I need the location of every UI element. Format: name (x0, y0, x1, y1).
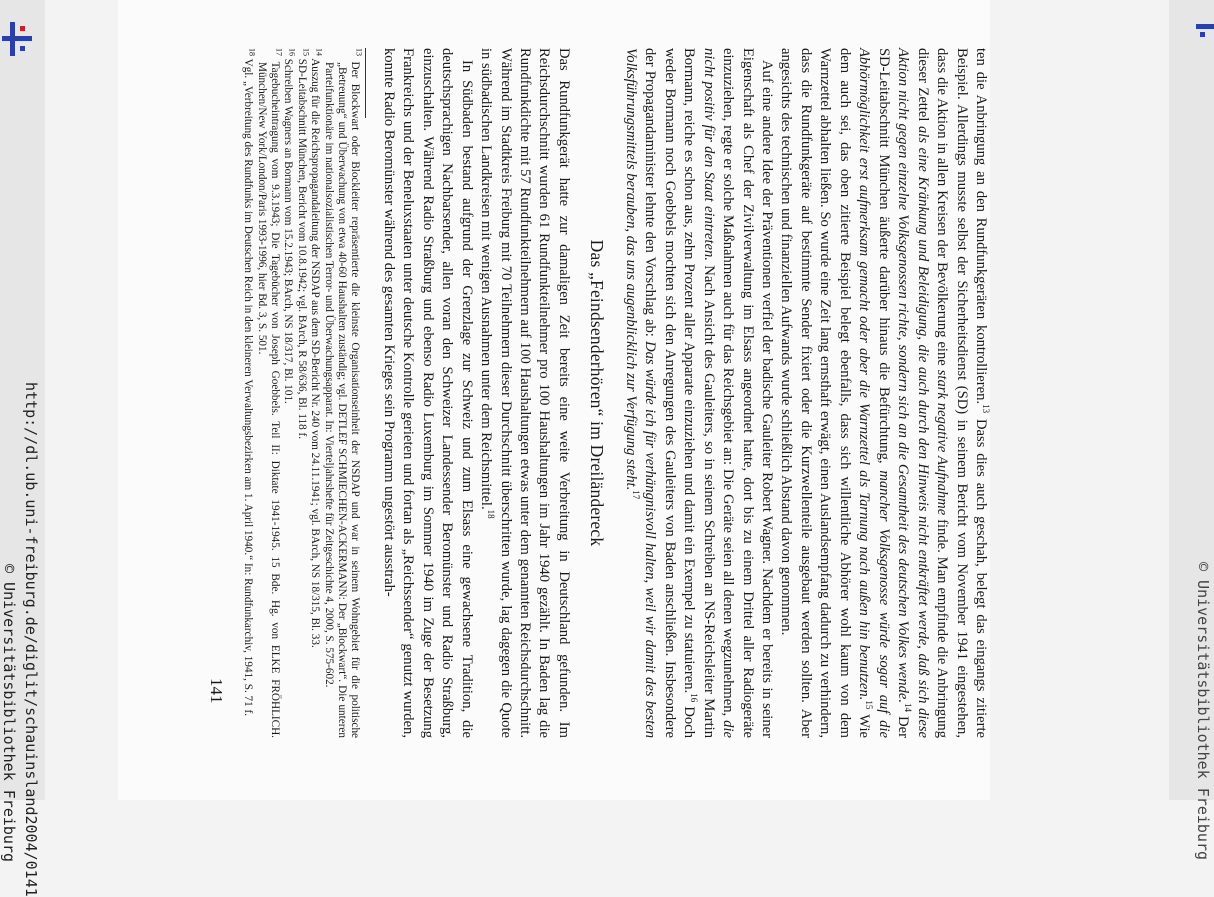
third-paragraph: Das Rundfunkgerät hatte zur damaligen Zeit bereits eine weite Verbreitung in Deutschland gefunden. Im Reichsdurchschnitt wurden 61 Rundfunkteilnehmer pro 100 Haushaltungen im Jahr 1940 gezählt. In Baden lag die Rundfunkdichte mit 57 Rundfunkteilnehmern auf 100 Haushaltungen etwas unter dem genannten Reichsdurchschnitt. Während im Stadtkreis Freiburg mit 70 Teilnehmern dieser Durchschnitt überschritten wurde, lag dagegen die Quote in südbadischen Landkreisen mit wenigen Ausnahmen unter dem Reichsmittel.$^{18}$ (478, 48, 572, 738)
second-paragraph: Auf eine andere Idee der Präventionen verfiel der badische Gauleiter Robert Wagner. Nachdem er bereits in seiner Eigenschaft als Chef der Zivilverwaltung im Elsass angeordnet hatte, dort bis zu einem Drittel aller Radiogeräte einzuziehen, regte er solche Maßnahmen auch für das Reichsgebiet an: Die Geräte seien all denen wegzunehmen, die nicht positiv für den Staat eintreten. Nach Ansicht des Gauleiters, so in seinem Schreiben an NS-Reichsleiter Martin Bormann, reiche es schon aus, zehn Prozent aller Apparate einzuziehen und damit ein Exempel zu statuieren.$^{16}$ Doch weder Bormann noch Goebbels mochten sich den Anregungen des Gauleiters von Baden anschließen. Insbesondere der Propagandaminister lehnte den Vorschlag ab: Das würde ich für verhängnisvoll halten, weil wir damit des besten Volksführungsmittels berauben, das uns augenblicklich zur Verfügung steht.$^{17}$ (622, 48, 776, 739)
footnote-divider (365, 48, 366, 118)
footnote-ref: 16 (689, 693, 700, 703)
intro-paragraph: ten die Anbringung an den Rundfunkgeräten kontrollieren.$^{13}$ Dass dies auch geschah, belegt das eingangs zitierte Beispiel. Allerdings musste selbst der Sicherheitsdienst (SD) in seinem Bericht vom November 1941 eingestehen, dass die Aktion in allen Kreisen der Bevölkerung eine stark negative Aufnahme finde. Man empfinde die Anbringung dieser Zettel als eine Kränkung und Beleidigung, die auch durch den Hinweis nicht entkräftet werde, daß sich diese Aktion nicht gegen einzelne Volksgenossen richte, sondern sich an die Gesamtheit des deutschen Volkes wende.$^{14}$ Der SD-Leitabschnitt München äußerte darüber hinaus die Befürchtung, mancher Volksgenosse würde sogar auf die Abhörmöglichkeit erst aufmerksam gemacht oder aber die Warnzettel als Tarnung nach außen hin benutzen.$^{15}$ Wie dem auch sei, das oben zitierte Beispiel belegt ebenfalls, dass sich willentliche Abhörer wohl kaum von dem Warnzettel abhalten ließen. So wurde eine Zeit lang ernsthaft erwägt, einen Auslandsempfang dadurch zu verhindern, dass die Rundfunkgeräte auf bestimmte Sender fixiert oder die Kurzwellenteile ausgebaut werden sollten. Aber angesichts des technischen und finanziellen Aufwands wurde schließlich Abstand davon genommen. (778, 48, 991, 739)
footnote-17: $^{17}$ Tagebucheintragung vom 9.3.1943; Die Tagebücher von Joseph Goebbels. Teil II: Diktate 1941-1945. 15 Bde. Hg. von ELKE FRÖHLICH. München/New York/London/Paris 1993-1996, hier Bd. 3, S. 501. (255, 48, 284, 738)
document-url[interactable]: http://dl.ub.uni-freiburg.de/diglit/schauinsland2004/0141 (22, 382, 40, 897)
scanned-page (118, 0, 990, 800)
page-number: 141 (207, 678, 226, 704)
library-logo-icon (2, 22, 32, 56)
footnote-15: $^{15}$ SD-Leitabschnitt München, Bericht vom 10.8.1942; vgl. BArch, R 58/636, Bl. 118 f. (295, 48, 311, 440)
footnote-13: $^{13}$ Der Blockwart oder Blockleiter repräsentierte die kleinste Organisationseinheit der NSDAP und war in seinem Wohngebiet für die politische „Betreuung“ und Überwachung von etwa 40-60 Haushalten zuständig; vgl. DETLEF SCHMIECHEN-ACKERMANN: Der „Blockwart“. Die unteren Parteifunktionäre im nationalsozialistischen Terror- und Überwachungsapparat. In: Vierteljahrshefte für Zeitgeschichte 4, 2000, S. 575-602. (322, 48, 365, 739)
page-text-block (118, 48, 990, 738)
footnote-14: $^{14}$ Auszug für die Reichspropagandaleitung der NSDAP aus dem SD-Bericht Nr. 240 vom 24.11.1941; vgl. BArch, NS 18/315, Bl. 33. (309, 48, 324, 648)
section-heading: Das „Feindsenderhören“ im Dreiländereck (587, 239, 608, 547)
footnote-ref: 15 (864, 700, 875, 710)
footnote-ref: 13 (980, 404, 991, 414)
fourth-paragraph: In Südbaden bestand aufgrund der Grenzlage zur Schweiz und zum Elsass eine gewachsene Tradition, die deutschsprachigen Nachbarsender, allen voran den Schweizer Landessender Beromünster und Radio Straßburg, einzuschalten. Während Radio Straßburg und ebenso Radio Luxemburg im Sommer 1940 im Zuge der Besetzung Frankreichs und der Beneluxstaaten unter deutsche Kontrolle gerieten und fortan als „Reichssender“ genutzt wurden, konnte Radio Beromünster während des gesamten Krieges sein Programm ungestört ausstrah- (380, 48, 475, 738)
footnote-ref: 17 (630, 490, 641, 500)
footnote-16: $^{16}$ Schreiben Wagners an Bormann vom 15.2.1943; BArch, NS 18/317, Bl. 101. (282, 48, 298, 404)
footnote-ref: 18 (485, 509, 496, 519)
footnote-18: $^{18}$ Vgl. „Verbreitung des Rundfunks im Deutschen Reich in den kleineren Verwaltungsbezirken am 1. April 1940.“ In: Rundfunkarchiv, 1941, S. 71 f. (242, 48, 257, 717)
footnotes (241, 48, 365, 739)
library-logo-right-icon (1196, 20, 1214, 54)
copyright-notice: © Universitätsbibliothek Freiburg (0, 564, 18, 863)
right-copyright-notice: © Universitätsbibliothek Freiburg (1194, 562, 1212, 861)
footnote-ref: 14 (903, 703, 914, 712)
